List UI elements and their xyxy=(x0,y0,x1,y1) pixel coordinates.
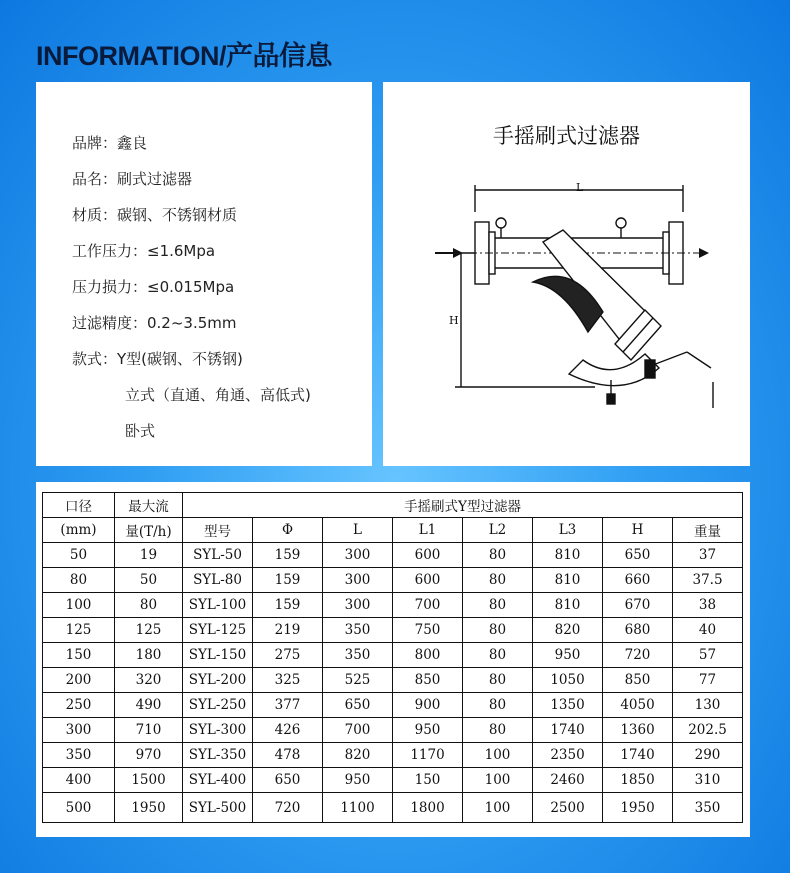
table-cell: 77 xyxy=(673,668,743,693)
table-cell: 4050 xyxy=(603,693,673,718)
table-cell: 400 xyxy=(43,768,115,793)
table-cell: 1500 xyxy=(115,768,183,793)
table-cell: 80 xyxy=(463,668,533,693)
table-row xyxy=(43,718,743,743)
spec-table xyxy=(42,492,743,823)
table-cell: 800 xyxy=(393,643,463,668)
table-cell: 2500 xyxy=(533,793,603,823)
table-cell: 159 xyxy=(253,568,323,593)
table-cell: 180 xyxy=(115,643,183,668)
table-cell: 1170 xyxy=(393,743,463,768)
table-cell: 150 xyxy=(393,768,463,793)
table-row xyxy=(43,668,743,693)
table-cell: 710 xyxy=(115,718,183,743)
col-caliber-header: 口径 xyxy=(43,493,115,518)
table-cell: 219 xyxy=(253,618,323,643)
table-cell: 1950 xyxy=(115,793,183,823)
table-row xyxy=(43,593,743,618)
info-style-vertical: 立式（直通、角通、高低式) xyxy=(125,386,311,404)
table-cell: 650 xyxy=(253,768,323,793)
info-style: 款式：Y型(碳钢、不锈钢) xyxy=(72,350,243,368)
table-cell: 1050 xyxy=(533,668,603,693)
col-l3-header: L3 xyxy=(533,518,603,543)
table-cell: 125 xyxy=(115,618,183,643)
table-row xyxy=(43,543,743,568)
table-cell: 159 xyxy=(253,593,323,618)
table-cell: 950 xyxy=(533,643,603,668)
filter-diagram-panel xyxy=(383,82,750,466)
page-title: INFORMATION/产品信息 xyxy=(36,41,332,71)
col-weight-header: 重量 xyxy=(673,518,743,543)
table-cell: 950 xyxy=(393,718,463,743)
table-cell: 125 xyxy=(43,618,115,643)
table-cell: 350 xyxy=(673,793,743,823)
table-cell: 377 xyxy=(253,693,323,718)
table-cell: 300 xyxy=(323,568,393,593)
dimension-l-label: L xyxy=(576,181,584,194)
table-header-row xyxy=(43,493,743,518)
table-cell: 810 xyxy=(533,593,603,618)
col-l-header: L xyxy=(323,518,393,543)
table-cell: 250 xyxy=(43,693,115,718)
table-cell: 478 xyxy=(253,743,323,768)
table-cell: 350 xyxy=(323,643,393,668)
table-cell: 1800 xyxy=(393,793,463,823)
table-cell: SYL-150 xyxy=(183,643,253,668)
table-cell: 80 xyxy=(115,593,183,618)
table-cell: 950 xyxy=(323,768,393,793)
table-cell: 700 xyxy=(393,593,463,618)
table-cell: SYL-100 xyxy=(183,593,253,618)
table-cell: 80 xyxy=(463,693,533,718)
diagram-title: 手摇刷式过滤器 xyxy=(493,124,640,148)
table-cell: 325 xyxy=(253,668,323,693)
filter-drawing xyxy=(383,82,750,466)
table-cell: 37 xyxy=(673,543,743,568)
table-cell: 100 xyxy=(463,793,533,823)
table-cell: SYL-125 xyxy=(183,618,253,643)
table-row xyxy=(43,743,743,768)
spec-table-body xyxy=(43,543,743,823)
table-cell: 1950 xyxy=(603,793,673,823)
col-l2-header: L2 xyxy=(463,518,533,543)
table-row xyxy=(43,768,743,793)
info-working-pressure: 工作压力：≤1.6Mpa xyxy=(72,242,216,260)
table-cell: 57 xyxy=(673,643,743,668)
table-cell: 159 xyxy=(253,543,323,568)
table-cell: 810 xyxy=(533,543,603,568)
table-cell: 850 xyxy=(603,668,673,693)
col-phi-header: Φ xyxy=(253,518,323,543)
table-cell: 37.5 xyxy=(673,568,743,593)
table-cell: 275 xyxy=(253,643,323,668)
table-cell: 1100 xyxy=(323,793,393,823)
table-cell: 38 xyxy=(673,593,743,618)
table-cell: 1850 xyxy=(603,768,673,793)
table-cell: 300 xyxy=(323,543,393,568)
table-cell: 970 xyxy=(115,743,183,768)
table-row xyxy=(43,618,743,643)
table-cell: 750 xyxy=(393,618,463,643)
table-cell: 130 xyxy=(673,693,743,718)
table-cell: 300 xyxy=(323,593,393,618)
col-l1-header: L1 xyxy=(393,518,463,543)
info-style-horizontal: 卧式 xyxy=(125,422,156,440)
table-cell: 820 xyxy=(533,618,603,643)
table-cell: 100 xyxy=(463,768,533,793)
table-cell: 525 xyxy=(323,668,393,693)
table-cell: 50 xyxy=(43,543,115,568)
table-cell: SYL-400 xyxy=(183,768,253,793)
dimension-h-label: H xyxy=(449,314,459,327)
col-flow-unit: 量(T/h) xyxy=(115,518,183,543)
table-cell: 19 xyxy=(115,543,183,568)
table-cell: SYL-300 xyxy=(183,718,253,743)
product-info-panel xyxy=(36,82,372,466)
table-cell: 80 xyxy=(463,643,533,668)
spec-table-panel xyxy=(36,482,750,837)
table-cell: 1740 xyxy=(533,718,603,743)
table-row xyxy=(43,643,743,668)
col-model-header: 型号 xyxy=(183,518,253,543)
table-cell: 650 xyxy=(323,693,393,718)
table-cell: 80 xyxy=(463,718,533,743)
col-h-header: H xyxy=(603,518,673,543)
table-cell: SYL-500 xyxy=(183,793,253,823)
table-cell: 600 xyxy=(393,543,463,568)
table-cell: 2460 xyxy=(533,768,603,793)
table-cell: 202.5 xyxy=(673,718,743,743)
info-brand: 品牌：鑫良 xyxy=(72,134,148,152)
col-flow-header: 最大流 xyxy=(115,493,183,518)
table-cell: 810 xyxy=(533,568,603,593)
table-cell: 720 xyxy=(603,643,673,668)
table-cell: 900 xyxy=(393,693,463,718)
table-cell: SYL-80 xyxy=(183,568,253,593)
table-cell: 50 xyxy=(115,568,183,593)
table-cell: 100 xyxy=(43,593,115,618)
table-cell: 670 xyxy=(603,593,673,618)
table-cell: 2350 xyxy=(533,743,603,768)
table-cell: 1740 xyxy=(603,743,673,768)
table-cell: 80 xyxy=(43,568,115,593)
table-cell: 320 xyxy=(115,668,183,693)
table-group-title: 手摇刷式Y型过滤器 xyxy=(183,493,743,518)
table-row xyxy=(43,793,743,823)
table-cell: 426 xyxy=(253,718,323,743)
table-cell: 1350 xyxy=(533,693,603,718)
table-cell: 150 xyxy=(43,643,115,668)
table-cell: SYL-250 xyxy=(183,693,253,718)
table-cell: 200 xyxy=(43,668,115,693)
table-cell: 650 xyxy=(603,543,673,568)
table-cell: 600 xyxy=(393,568,463,593)
table-header-row xyxy=(43,518,743,543)
table-cell: 490 xyxy=(115,693,183,718)
table-cell: 1360 xyxy=(603,718,673,743)
table-cell: 500 xyxy=(43,793,115,823)
table-row xyxy=(43,568,743,593)
table-cell: 350 xyxy=(43,743,115,768)
table-cell: 720 xyxy=(253,793,323,823)
info-filter-precision: 过滤精度：0.2~3.5mm xyxy=(72,314,237,332)
table-cell: 680 xyxy=(603,618,673,643)
table-cell: 300 xyxy=(43,718,115,743)
table-cell: 850 xyxy=(393,668,463,693)
info-product-name: 品名：刷式过滤器 xyxy=(72,170,193,188)
info-material: 材质：碳钢、不锈钢材质 xyxy=(72,206,238,224)
table-cell: 80 xyxy=(463,618,533,643)
table-cell: 100 xyxy=(463,743,533,768)
table-cell: SYL-50 xyxy=(183,543,253,568)
table-cell: 660 xyxy=(603,568,673,593)
table-cell: 80 xyxy=(463,568,533,593)
table-cell: SYL-200 xyxy=(183,668,253,693)
table-cell: 310 xyxy=(673,768,743,793)
table-cell: SYL-350 xyxy=(183,743,253,768)
table-cell: 350 xyxy=(323,618,393,643)
table-row xyxy=(43,693,743,718)
info-pressure-loss: 压力损力：≤0.015Mpa xyxy=(72,278,235,296)
col-caliber-unit: (mm) xyxy=(43,518,115,543)
table-cell: 290 xyxy=(673,743,743,768)
table-cell: 80 xyxy=(463,543,533,568)
table-cell: 700 xyxy=(323,718,393,743)
table-cell: 820 xyxy=(323,743,393,768)
table-cell: 80 xyxy=(463,593,533,618)
table-cell: 40 xyxy=(673,618,743,643)
